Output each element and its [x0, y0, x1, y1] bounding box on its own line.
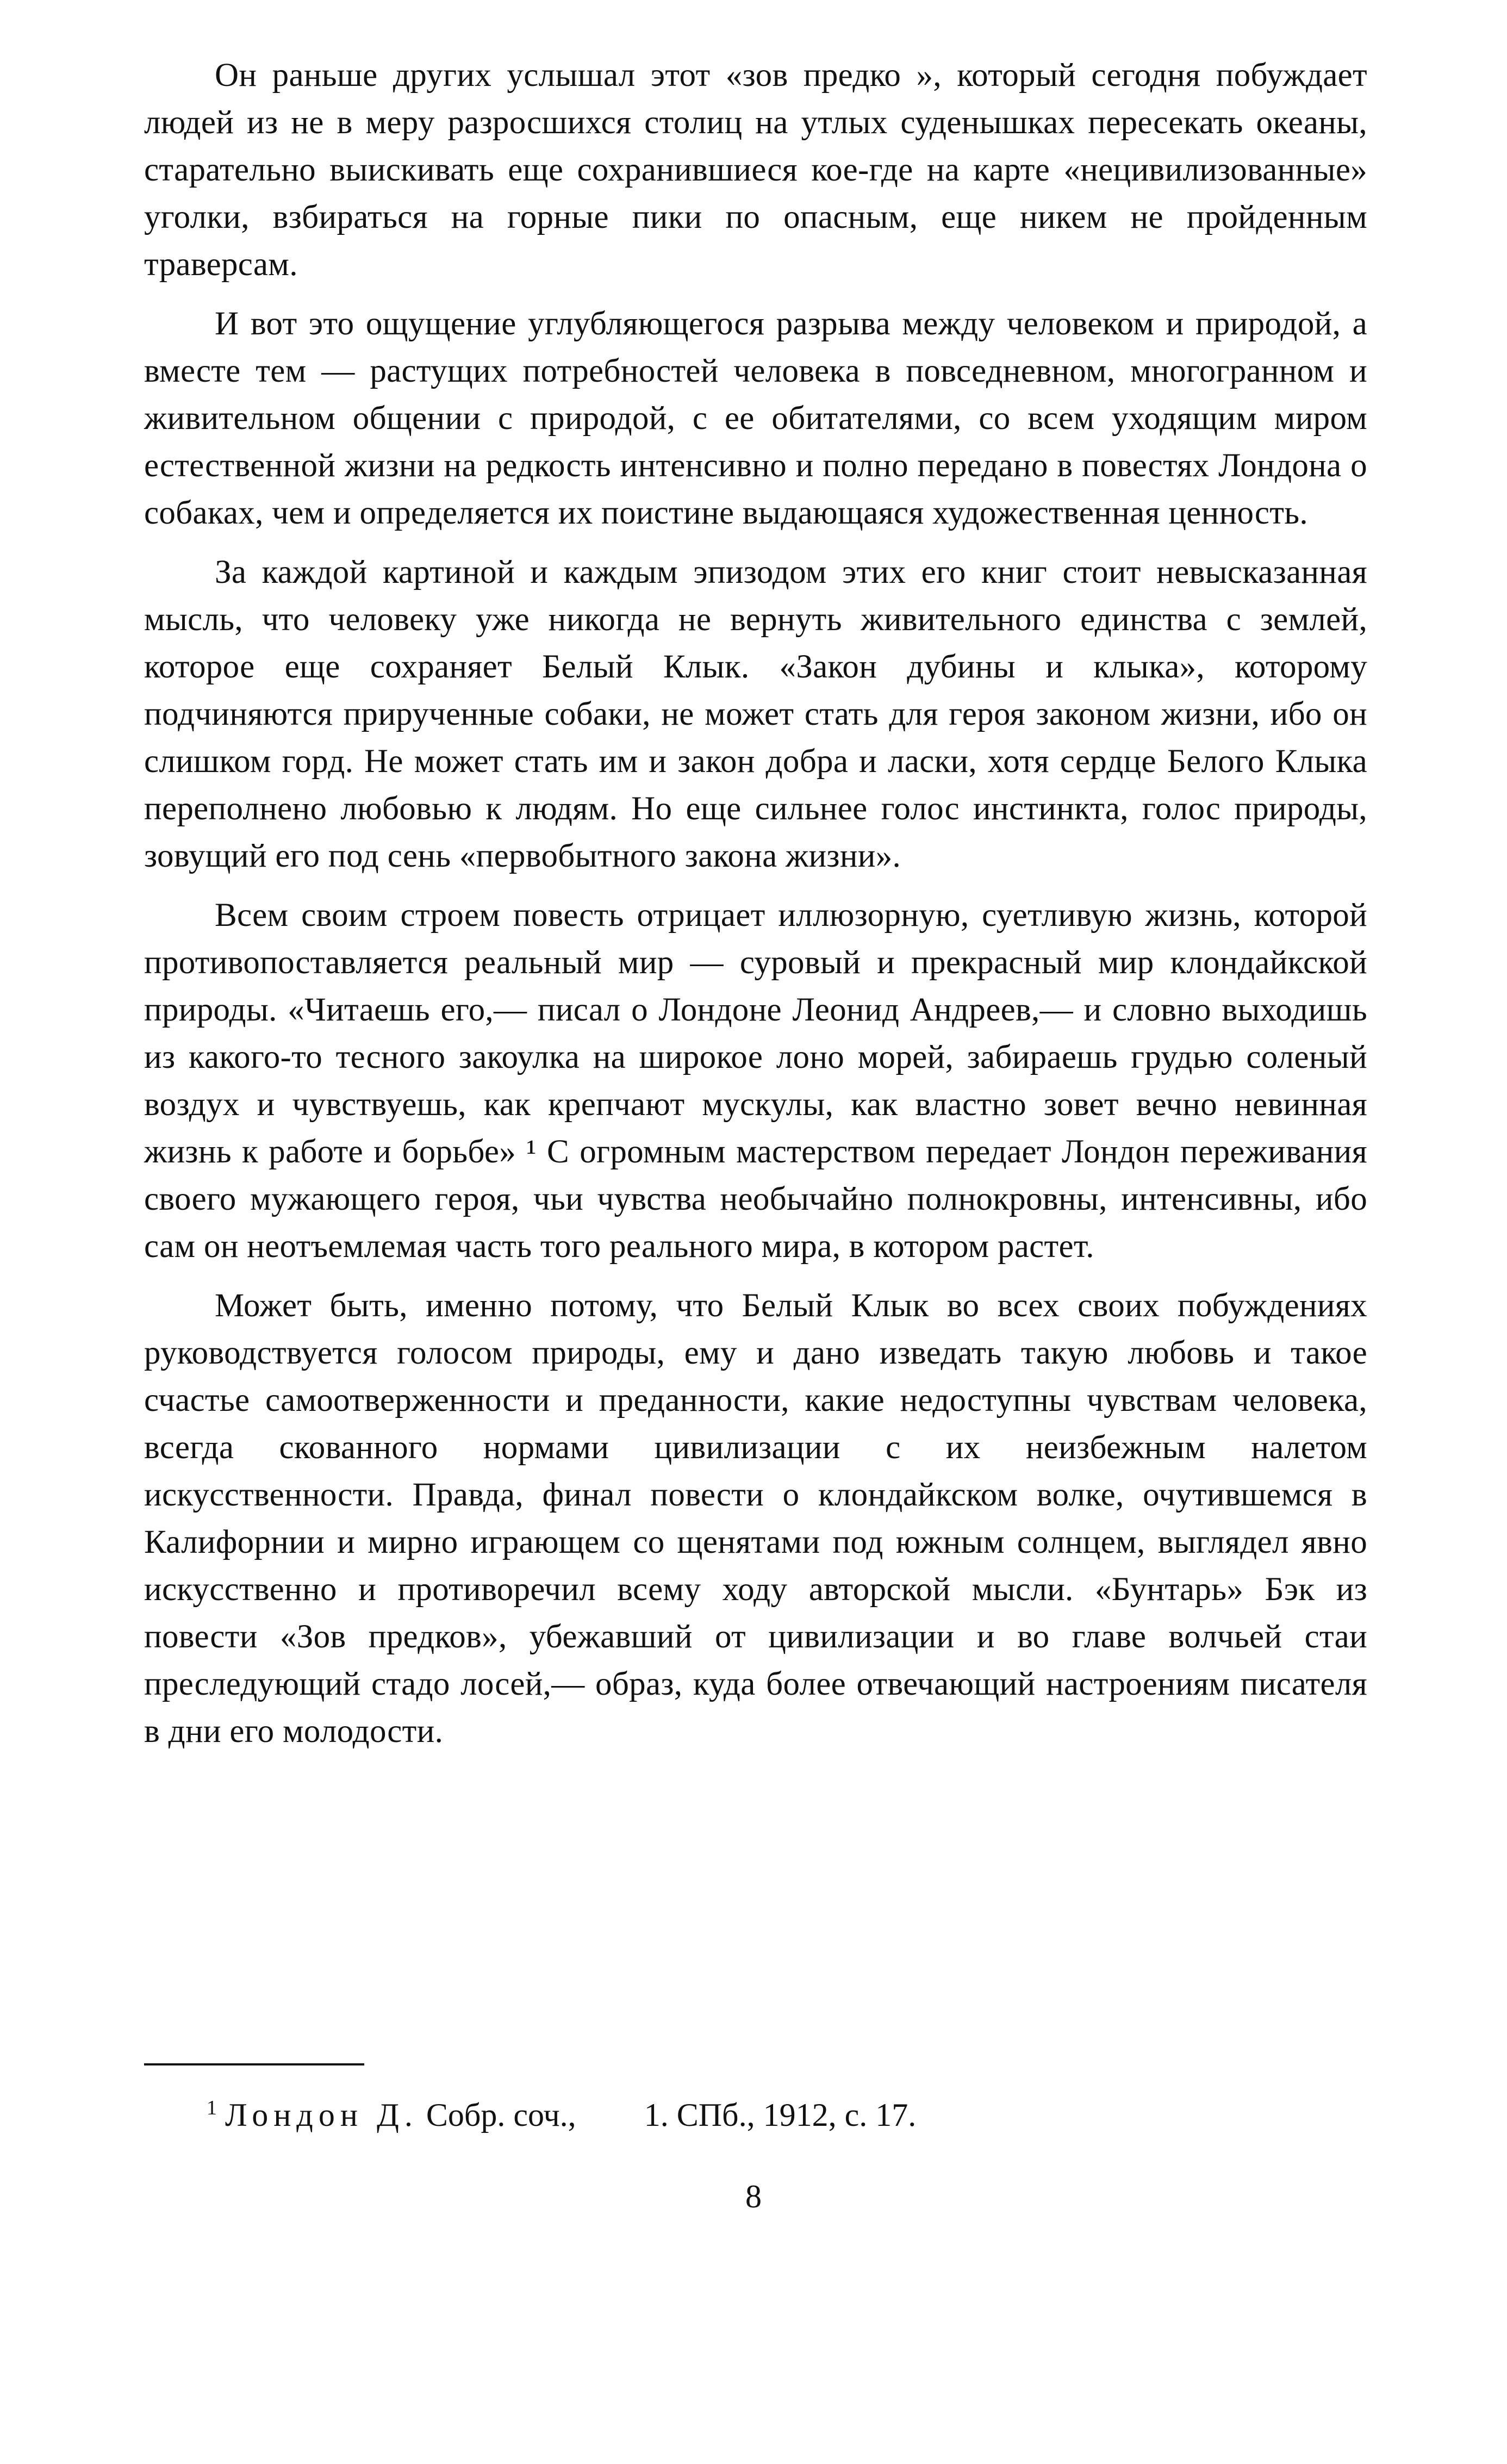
- footnote: [207, 2093, 916, 2137]
- paragraph-1: Он раньше других услышал этот «зов предко », который сегодня побуждает людей из не в меру разросшихся столиц на утлых суденышках пересекать океаны, старательно выискивать еще сохранившиеся кое-где на карте «нецивилизованные» уголки, взбираться на горные пики по опасным, еще никем не пройденным траверсам.: [144, 57, 1367, 283]
- footnote-source: Собр. соч.,: [426, 2097, 576, 2133]
- footnote-divider: [144, 2063, 364, 2065]
- paragraph-4: Всем своим строем повесть отрицает иллюзорную, суетливую жизнь, которой противопоставляется реальный мир — суровый и прекрасный мир клондайкской природы. «Читаешь его,— писал о Лондоне Леонид Андреев,— и словно выходишь из какого-то тесного закоулка на широкое лоно морей, забираешь грудью соленый воздух и чувствуешь, как крепчают мускулы, как властно зовет вечно невинная жизнь к работе и борьбе» ¹ С огромным мастерством передает Лондон переживания своего мужающего героя, чьи чувства необычайно полнокровны, интенсивны, ибо сам он неотъемлемая часть того реального мира, в котором растет.: [144, 897, 1367, 1265]
- paragraph-3: За каждой картиной и каждым эпизодом этих его книг стоит невысказанная мысль, что человеку уже никогда не вернуть живительного единства с землей, которое еще сохраняет Белый Клык. «Закон дубины и клыка», которому подчиняются прирученные собаки, не может стать для героя законом жизни, ибо он слишком горд. Не может стать им и закон добра и ласки, хотя сердце Белого Клыка переполнено любовью к людям. Но еще сильнее голос инстинкта, голос природы, зовущий его под сень «первобытного закона жизни».: [144, 554, 1367, 874]
- footnote-mark: 1: [207, 2096, 217, 2119]
- footnote-author: Лондон Д.: [225, 2097, 418, 2133]
- paragraph-2: И вот это ощущение углубляющегося разрыва между человеком и природой, а вместе тем — растущих потребностей человека в повседневном, многогранном и живительном общении с природой, с ее обитателями, со всем уходящим миром естественной жизни на редкость интенсивно и полно передано в повестях Лондона о собаках, чем и определяется их поистине выдающаяся художественная ценность.: [144, 306, 1367, 531]
- page-number: 8: [745, 2179, 762, 2214]
- main-text: [144, 52, 1367, 1767]
- footnote-volume: 1. СПб., 1912, с. 17.: [644, 2097, 917, 2133]
- paragraph-5: Может быть, именно потому, что Белый Клык во всех своих побуждениях руководствуется голосом природы, ему и дано изведать такую любовь и такое счастье самоотверженности и преданности, какие недоступны чувствам человека, всегда скованного нормами цивилизации с их неизбежным налетом искусственности. Правда, финал повести о клондайкском волке, очутившемся в Калифорнии и мирно играющем со щенятами под южным солнцем, выглядел явно искусственно и противоречил всему ходу авторской мысли. «Бунтарь» Бэк из повести «Зов предков», убежавший от цивилизации и во главе волчьей стаи преследующий стадо лосей,— образ, куда более отвечающий настроениям писателя в дни его молодости.: [144, 1287, 1367, 1750]
